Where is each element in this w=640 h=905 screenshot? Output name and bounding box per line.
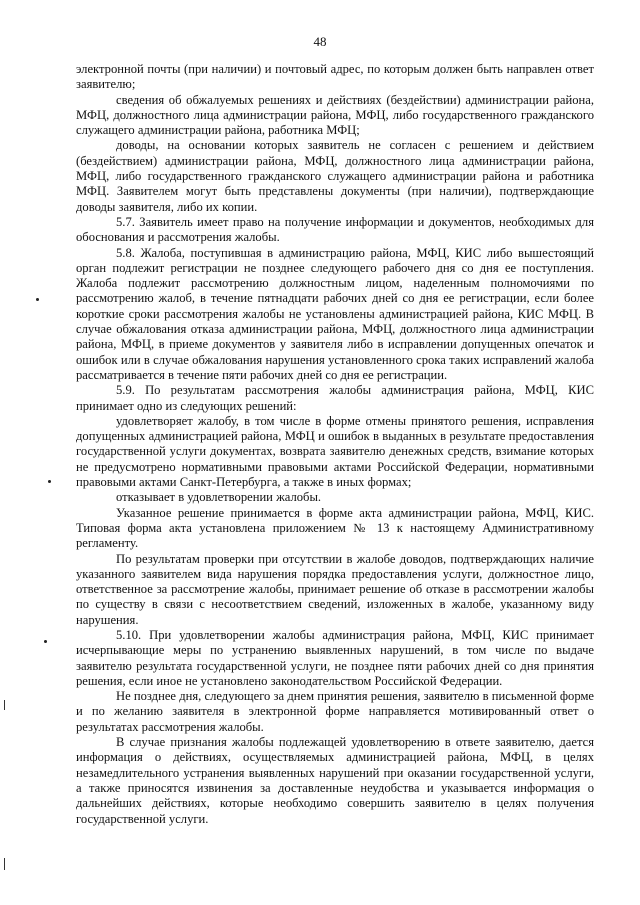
scan-dot [36, 298, 39, 301]
paragraph: отказывает в удовлетворении жалобы. [116, 490, 322, 505]
scan-mark [4, 700, 5, 710]
scan-mark [4, 858, 5, 870]
paragraph: Не позднее дня, следующего за днем принятия решения, заявителю в письменной форме и по желанию заявителя в электронной форме направляется мотивированный ответ о результатах рассмотрения жалобы. [76, 689, 594, 734]
paragraph: 5.8. Жалоба, поступившая в администрацию района, МФЦ, КИС либо вышестоящий орган подлежит регистрации не позднее следующего рабочего дня со дня ее поступления. Жалоба подлежит рассмотрению должностным лицом, наделенным полномочиями по рассмотрению жалоб, в течение пятнадцати рабочих дней со дня ее регистрации, если более короткие сроки рассмотрения жалобы не установлены администрацией района, КИС МФЦ. В случае обжалования отказа администрации района, МФЦ, должностного лица администрации района, МФЦ, в приеме документов у заявителя либо в исправлении допущенных опечаток и ошибок или в случае обжалования нарушения установленного срока таких исправлений жалоба рассматривается в течение пяти рабочих дней со дня ее регистрации. [76, 245, 594, 382]
paragraph: 5.7. Заявитель имеет право на получение информации и документов, необходимых для обоснования и рассмотрения жалобы. [76, 214, 594, 245]
paragraph: удовлетворяет жалобу, в том числе в форме отмены принятого решения, исправления допущенных администрацией района, МФЦ и ошибок в выданных в результате предоставления государственной услуги документах, возврата заявителю денежных средств, взимание которых не предусмотрено нормативными правовыми актами Российской Федерации, нормативными правовыми актами Санкт-Петербурга, а также в иных формах; [76, 413, 594, 490]
paragraph: В случае признания жалобы подлежащей удовлетворению в ответе заявителю, дается информация о действиях, осуществляемых администрацией района, МФЦ, в целях незамедлительного устранения выявленных нарушений при оказании государственной услуги, а также приносятся извинения за доставленные неудобства и указывается информация о дальнейших действиях, которые необходимо совершить заявителю в целях получения государственной услуги. [76, 735, 594, 826]
paragraph: 5.10. При удовлетворении жалобы администрация района, МФЦ, КИС принимает исчерпывающие меры по устранению выявленных нарушений, в том числе по выдаче заявителю результата государственной услуги, не позднее пяти рабочих дней со дня принятия решения, если иное не установлено законодательством Российской Федерации. [76, 627, 594, 688]
paragraph: 5.9. По результатам рассмотрения жалобы администрация района, МФЦ, КИС принимает одно из следующих решений: [76, 383, 594, 413]
paragraph: сведения об обжалуемых решениях и действиях (бездействии) администрации района, МФЦ, должностного лица администрации района, МФЦ, либо государственного гражданского служащего администрации района, работника МФЦ; [76, 92, 594, 138]
paragraph: электронной почты (при наличии) и почтовый адрес, по которым должен быть направлен ответ заявителю; [76, 62, 594, 92]
paragraph: По результатам проверки при отсутствии в жалобе доводов, подтверждающих наличие указанного заявителем вида нарушения порядка предоставления услуги, должностное лицо, ответственное за рассмотрение жалобы, принимает решение об отказе в рассмотрении жалобы по существу в связи с несоответствием сведений, изложенных в жалобе, указанному виду нарушения. [76, 551, 594, 627]
page-number: 48 [313, 34, 327, 49]
scan-dot [44, 640, 47, 643]
paragraph: доводы, на основании которых заявитель не согласен с решением и действием (бездействием) администрации района, МФЦ, должностного лица администрации района, МФЦ, либо государственного гражданского служащего администрации района и работника МФЦ. Заявителем могут быть представлены документы (при наличии), подтверждающие доводы заявителя, либо их копии. [76, 138, 594, 214]
paragraph: Указанное решение принимается в форме акта администрации района, МФЦ, КИС. Типовая форма акта установлена приложением № 13 к настоящему Административному регламенту. [76, 505, 594, 551]
document-body [76, 62, 594, 827]
scan-dot [48, 480, 51, 483]
